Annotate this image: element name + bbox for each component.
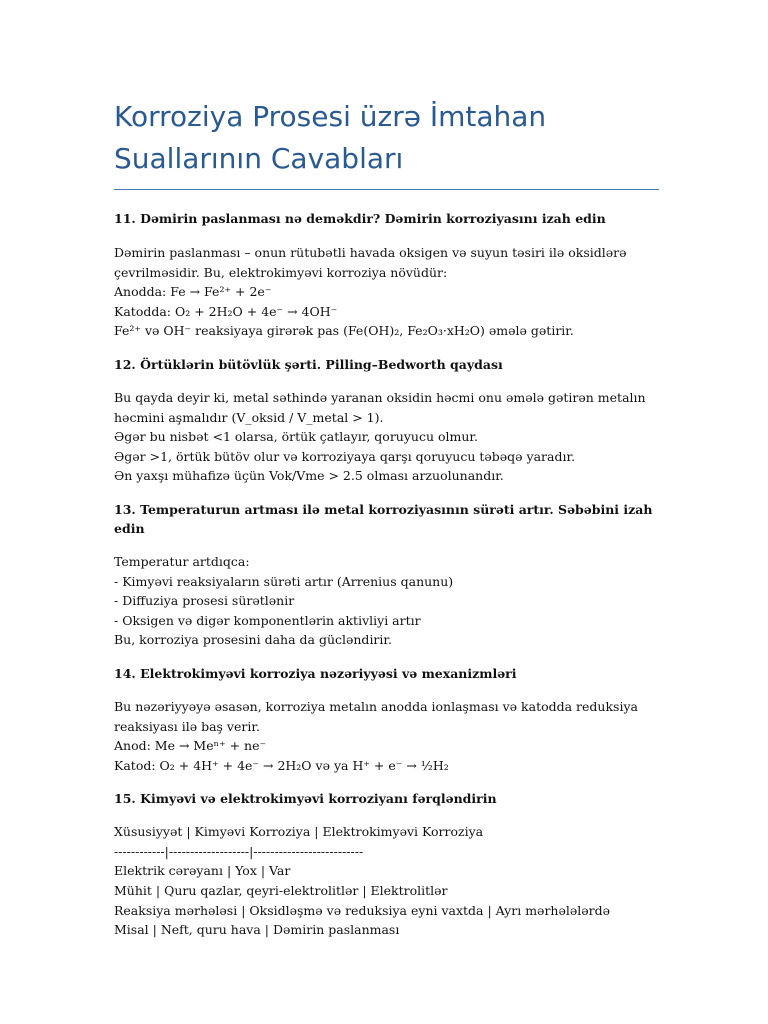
title-line-1: Korroziya Prosesi üzrə İmtahan — [114, 100, 547, 133]
answer-line: Anod: Me → Meⁿ⁺ + ne⁻ — [114, 738, 267, 754]
answer-line: Bu qayda deyir ki, metal səthində yaranan oksidin həcmi onu əmələ gətirən metalın — [114, 389, 646, 405]
table-separator: ------------|-------------------|-------------------------- — [114, 843, 364, 859]
answer-line: çevrilməsidir. Bu, elektrokimyəvi korroziya növüdür: — [114, 264, 448, 280]
answer-line: Temperatur artdıqca: — [114, 553, 250, 569]
answer-line: Katod: O₂ + 4H⁺ + 4e⁻ → 2H₂O və ya H⁺ + e⁻ → ½H₂ — [114, 757, 449, 773]
answer-line: Əgər >1, örtük bütöv olur və korroziyaya qarşı qoruyucu təbəqə yaradır. — [114, 448, 576, 464]
answer-body — [114, 822, 659, 940]
table-row: Elektrik cərəyanı | Yox | Var — [114, 863, 291, 879]
answer-line: Bu, korroziya prosesini daha da gücləndirir. — [114, 632, 392, 648]
answer-line: Anodda: Fe → Fe²⁺ + 2e⁻ — [114, 284, 272, 300]
answer-line: - Kimyəvi reaksiyaların sürəti artır (Arrenius qanunu) — [114, 573, 454, 589]
section-11 — [114, 209, 659, 341]
answer-line: Katodda: O₂ + 2H₂O + 4e⁻ → 4OH⁻ — [114, 303, 338, 319]
answer-line: reaksiyası ilə baş verir. — [114, 718, 260, 734]
answer-body — [114, 388, 659, 486]
question-heading: 11. Dəmirin paslanması nə deməkdir? Dəmirin korroziyasını izah edin — [114, 211, 606, 226]
document-title — [114, 0, 659, 190]
question-heading: 13. Temperaturun artması ilə metal korroziyasının sürəti artır. Səbəbini izah edin — [114, 501, 653, 536]
answer-line: Bu nəzəriyyəyə əsasən, korroziya metalın anodda ionlaşması və katodda reduksiya — [114, 698, 638, 714]
table-row: Reaksiya mərhələsi | Oksidləşmə və reduksiya eyni vaxtda | Ayrı mərhələlərdə — [114, 902, 611, 918]
question-heading: 15. Kimyəvi və elektrokimyəvi korroziyanı fərqləndirin — [114, 791, 497, 807]
document-page — [114, 0, 659, 940]
answer-body — [114, 552, 659, 650]
section-13 — [114, 500, 659, 650]
answer-line: - Oksigen və digər komponentlərin aktivliyi artır — [114, 612, 421, 628]
answer-line: Dəmirin paslanması – onun rütubətli havada oksigen və suyun təsiri ilə oksidlərə — [114, 245, 627, 260]
answer-line: həcmini aşmalıdır (V_oksid / V_metal > 1). — [114, 409, 384, 425]
question-heading: 14. Elektrokimyəvi korroziya nəzəriyyəsi və mexanizmləri — [114, 665, 517, 681]
section-15 — [114, 789, 659, 940]
section-12 — [114, 355, 659, 486]
table-row: Misal | Neft, quru hava | Dəmirin paslanması — [114, 922, 400, 938]
answer-line: Fe²⁺ və OH⁻ reaksiyaya girərək pas (Fe(OH)₂, Fe₂O₃·xH₂O) əmələ gətirir. — [114, 323, 574, 339]
title-line-2: Suallarının Cavabları — [114, 142, 404, 175]
answer-body — [114, 697, 659, 775]
table-row: Xüsusiyyət | Kimyəvi Korroziya | Elektrokimyəvi Korroziya — [114, 824, 484, 840]
answer-line: - Diffuziya prosesi sürətlənir — [114, 593, 295, 609]
table-row: Mühit | Quru qazlar, qeyri-elektrolitlər | Elektrolitlər — [114, 883, 448, 899]
answer-line: Ən yaxşı mühafizə üçün Vok/Vme > 2.5 olması arzuolunandır. — [114, 468, 504, 484]
question-heading: 12. Örtüklərin bütövlük şərti. Pilling–Bedworth qaydası — [114, 356, 503, 372]
answer-line: Əgər bu nisbət <1 olarsa, örtük çatlayır, qoruyucu olmur. — [114, 429, 478, 445]
answer-body — [114, 243, 659, 341]
section-14 — [114, 664, 659, 775]
